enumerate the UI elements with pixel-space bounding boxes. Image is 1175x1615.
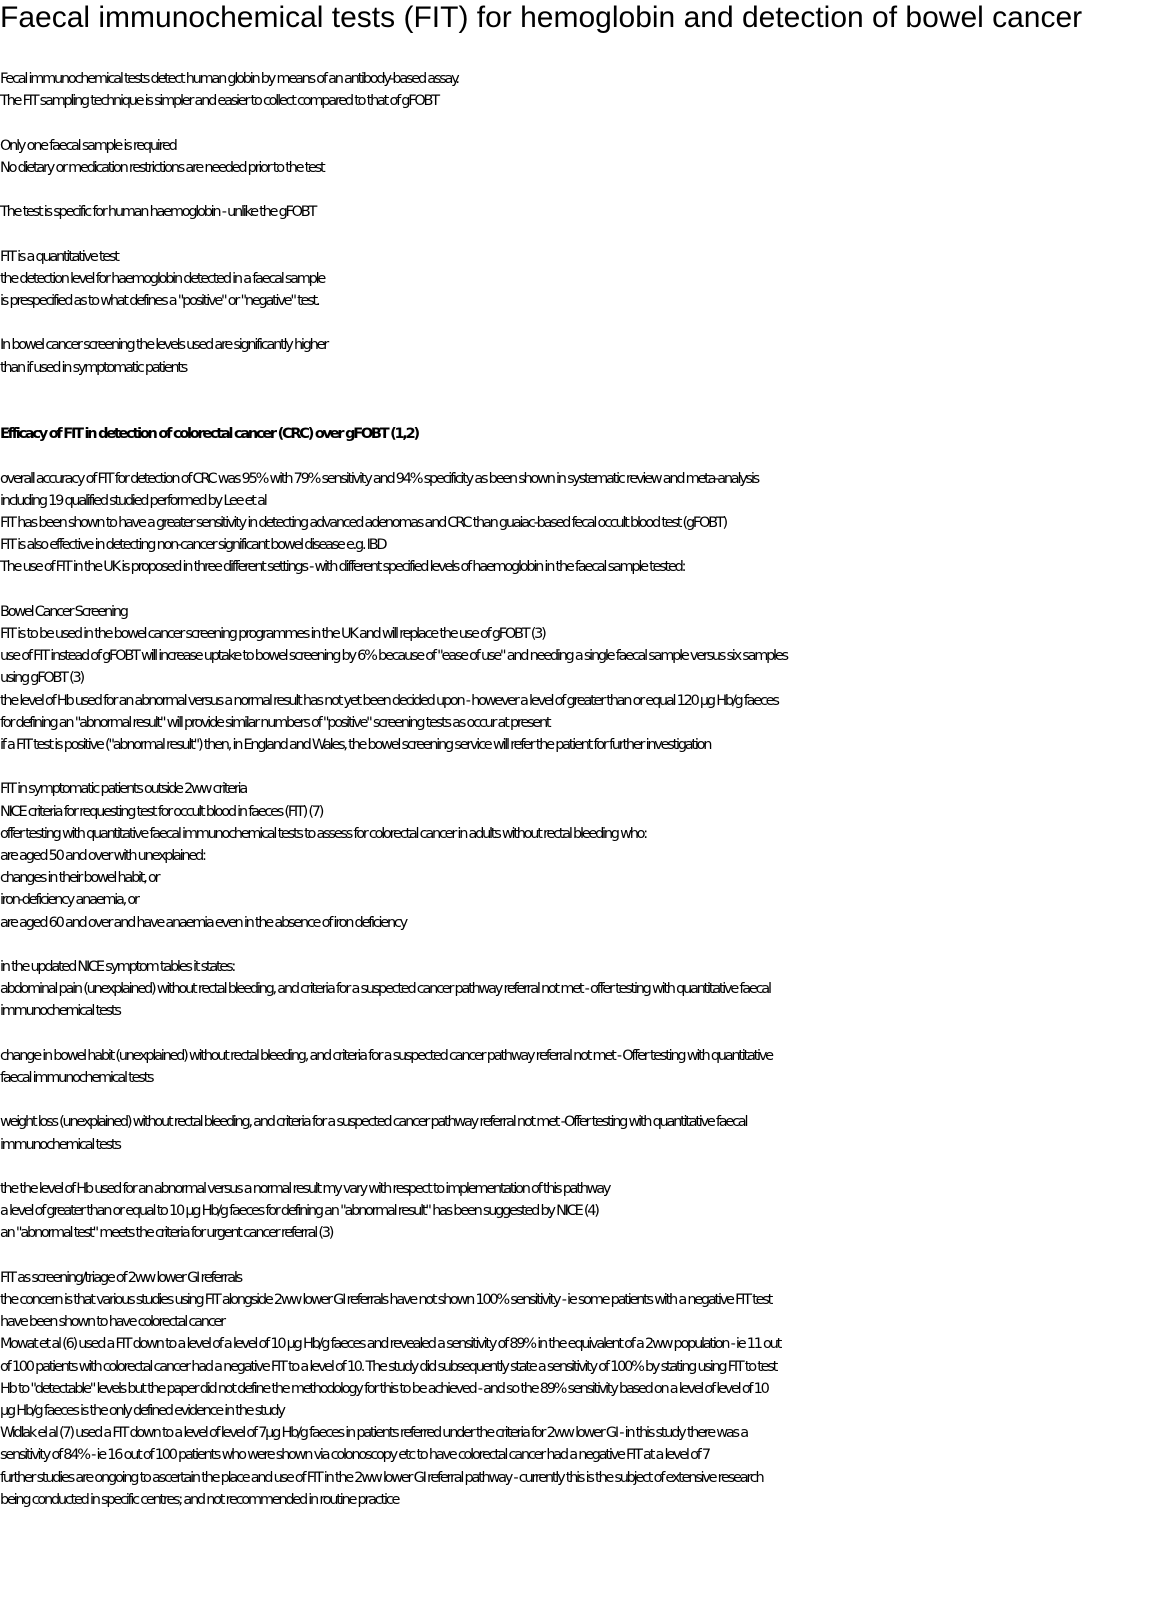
body-text-line: The use of FIT in the UK is proposed in three different settings - with different specified levels of haemoglobin in the faecal sample tested: [0, 559, 685, 576]
blank-line-spacer [0, 312, 1170, 334]
blank-line-spacer [0, 223, 1170, 245]
body-text-line: overall accuracy of FIT for detection of CRC was 95% with 79% sensitivity and 94% specificity as been shown in systematic review and meta-analysis [0, 470, 758, 487]
body-text-line: Bowel Cancer Screening [0, 603, 127, 620]
body-text-line: iron-deficiency anaemia, or [0, 892, 138, 909]
body-text-line: for defining an "abnormal result" will provide similar numbers of "positive" screening tests as occur at present [0, 714, 550, 731]
body-text-line: are aged 60 and over and have anaemia even in the absence of iron deficiency [0, 914, 406, 931]
body-text-line: than if used in symptomatic patients [0, 359, 187, 376]
blank-line-spacer [0, 1089, 1170, 1111]
body-text-line: Hb to "detectable" levels but the paper did not define the methodology for this to be achieved - and so the 89% sensitivity based on a level of level of 10 [0, 1380, 768, 1397]
body-text-line: using gFOBT (3) [0, 670, 83, 687]
section-heading: Efficacy of FIT in detection of colorectal cancer (CRC) over gFOBT (1,2) [0, 426, 418, 443]
body-text-line: The test is specific for human haemoglobin - unlike the gFOBT [0, 204, 316, 221]
body-text-line: The FIT sampling technique is simpler and easier to collect compared to that of gFOBT [0, 93, 438, 110]
body-text-line: Mowat et al (6) used a FIT down to a level of a level of 10 µg Hb/g faeces and revealed a sensitivity of 89% in the equivalent of a 2ww population - ie 11 out [0, 1336, 781, 1353]
body-text-line: the level of Hb used for an abnormal versus a normal result has not yet been decided upon - however a level of greater than or equal 120 µg Hb/g faeces [0, 692, 778, 709]
blank-line-spacer [0, 934, 1170, 956]
body-text-line: No dietary or medication restrictions are needed prior to the test [0, 159, 324, 176]
body-text-line: use of FIT instead of gFOBT will increase uptake to bowel screening by 6% because of "ease of use" and needing a single faecal sample versus six samples [0, 648, 787, 665]
blank-line-spacer [0, 401, 1170, 423]
body-text-line: FIT as screening/triage of 2ww lower GI referrals [0, 1269, 241, 1286]
body-text-line: offer testing with quantitative faecal immunochemical tests to assess for colorectal cancer in adults without rectal bleeding who: [0, 825, 646, 842]
body-text-line: the detection level for haemoglobin detected in a faecal sample [0, 270, 325, 287]
body-text-line: including 19 qualified studied performed by Lee et al [0, 492, 266, 509]
body-text-line: NICE criteria for requesting test for occult blood in faeces (FIT) (7) [0, 803, 323, 820]
body-text-line: further studies are ongoing to ascertain the place and use of FIT in the 2ww lower GI referral pathway - currently this is the subject of extensive research [0, 1469, 763, 1486]
body-text-line: a level of greater than or equal to 10 µg Hb/g faeces for defining an "abnormal result" has been suggested by NICE (4) [0, 1203, 598, 1220]
blank-line-spacer [0, 179, 1170, 201]
page-title: Faecal immunochemical tests (FIT) for hemoglobin and detection of bowel cancer [0, 1, 1083, 34]
blank-line-spacer [0, 112, 1170, 134]
body-text-line: of 100 patients with colorectal cancer had a negative FIT to a level of 10. The study did subsequently state a sensitivity of 100% by stating using FIT to test [0, 1358, 777, 1375]
body-text-line: if a FIT test is positive ("abnormal result") then, in England and Wales, the bowel screening service will refer the patient for further investigation [0, 736, 711, 753]
body-text-line: FIT has been shown to have a greater sensitivity in detecting advanced adenomas and CRC than guaiac-based fecal occult blood test (gFOBT) [0, 514, 726, 531]
body-text-line: weight loss (unexplained) without rectal bleeding, and criteria for a suspected cancer pathway referral not met -Offer testing with quantitative faecal [0, 1114, 747, 1131]
body-text-line: FIT is also effective in detecting non-cancer significant bowel disease e.g. IBD [0, 537, 386, 554]
blank-line-spacer [0, 756, 1170, 778]
document-body [0, 68, 1170, 1511]
blank-line-spacer [0, 379, 1170, 401]
body-text-line: abdominal pain (unexplained) without rectal bleeding, and criteria for a suspected cancer pathway referral not met - offer testing with quantitative faecal [0, 981, 770, 998]
body-text-line: changes in their bowel habit, or [0, 870, 159, 887]
body-text-line: immunochemical tests [0, 1136, 120, 1153]
blank-line-spacer [0, 445, 1170, 467]
body-text-line: µg Hb/g faeces is the only defined evidence in the study [0, 1402, 284, 1419]
body-text-line: Fecal immunochemical tests detect human globin by means of an antibody-based assay. [0, 71, 458, 87]
blank-line-spacer [0, 579, 1170, 601]
body-text-line: FIT is to be used in the bowel cancer screening programmes in the UK and will replace the use of gFOBT (3) [0, 625, 545, 642]
body-text-line: FIT is a quantitative test [0, 248, 118, 265]
body-text-line: Widlak el al (7) used a FIT down to a level of level of 7µg Hb/g faeces in patients referred under the criteria for 2ww lower GI - in this study there was a [0, 1425, 747, 1442]
body-text-line: immunochemical tests [0, 1003, 120, 1020]
body-text-line: change in bowel habit (unexplained) without rectal bleeding, and criteria for a suspected cancer pathway referral not met - Offer testing with quantitative [0, 1047, 772, 1064]
body-text-line: in the updated NICE symptom tables it states: [0, 958, 235, 975]
body-text-line: In bowel cancer screening the levels used are significantly higher [0, 337, 327, 354]
body-text-line: sensitivity of 84% - ie 16 out of 100 patients who were shown via colonoscopy etc to have colorectal cancer had a negative FIT at a level of 7 [0, 1447, 709, 1464]
body-text-line: have been shown to have colorectal cancer [0, 1314, 224, 1331]
body-text-line: are aged 50 and over with unexplained: [0, 847, 205, 864]
body-text-line: faecal immunochemical tests [0, 1069, 153, 1086]
blank-line-spacer [0, 1156, 1170, 1178]
body-text-line: Only one faecal sample is required [0, 137, 176, 154]
body-text-line: an "abnormal test" meets the criteria for urgent cancer referral (3) [0, 1225, 333, 1242]
body-text-line: FIT in symptomatic patients outside 2ww criteria [0, 781, 247, 798]
blank-line-spacer [0, 1245, 1170, 1267]
blank-line-spacer [0, 1023, 1170, 1045]
body-text-line: being conducted in specific centres; and not recommended in routine practice [0, 1491, 399, 1508]
body-text-line: is prespecified as to what defines a "positive" or "negative" test. [0, 292, 319, 309]
body-text-line: the concern is that various studies using FIT alongside 2ww lower GI referrals have not shown 100% sensitivity - ie some patients with a negative FIT test [0, 1291, 772, 1308]
body-text-line: the the level of Hb used for an abnormal versus a normal result my vary with respect to implementation of this pathway [0, 1180, 610, 1197]
